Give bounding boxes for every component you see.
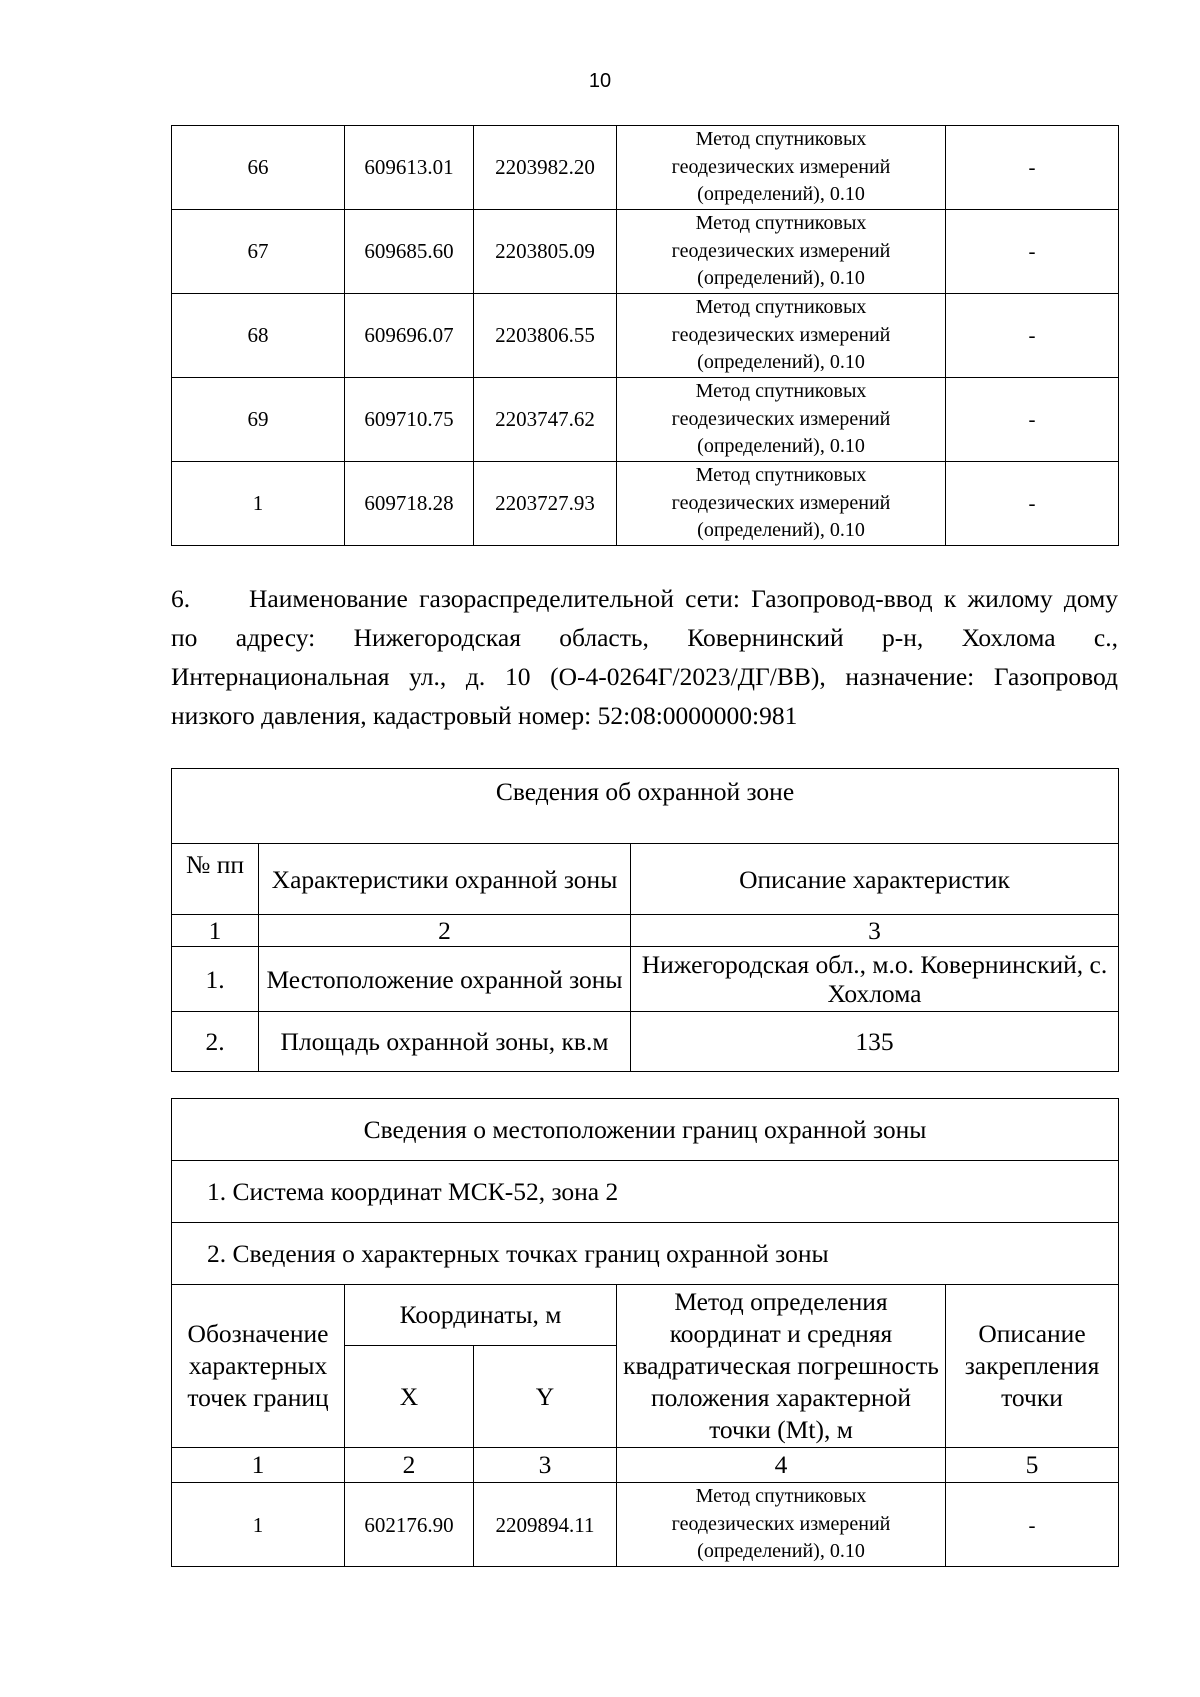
points-heading: 2. Сведения о характерных точках границ охранной зоны	[172, 1223, 1119, 1285]
method-line: геодезических измерений	[671, 239, 891, 262]
x-cell: 609710.75	[345, 378, 474, 462]
numbering-row	[172, 1448, 1119, 1483]
boundary-table-title: Сведения о местоположении границ охранной зоны	[172, 1099, 1119, 1161]
header-x: X	[345, 1346, 474, 1448]
point-cell: 1	[172, 1483, 345, 1567]
zone-table-title: Сведения об охранной зоне	[172, 769, 1119, 844]
point-cell: 66	[172, 126, 345, 210]
y-cell: 2203805.09	[474, 210, 617, 294]
x-cell: 609613.01	[345, 126, 474, 210]
table-row	[172, 1012, 1119, 1072]
method-cell	[617, 210, 946, 294]
method-cell	[617, 126, 946, 210]
header-characteristic: Характеристики охранной зоны	[259, 844, 631, 915]
y-cell: 2203806.55	[474, 294, 617, 378]
description-cell: -	[946, 378, 1119, 462]
numbering-cell: 2	[345, 1448, 474, 1483]
method-cell	[617, 294, 946, 378]
method-line: геодезических измерений	[671, 323, 891, 346]
table-row	[172, 378, 1119, 462]
method-line: Метод спутниковых	[695, 212, 867, 235]
method-line: (определений), 0.10	[697, 1540, 865, 1563]
row-description: Нижегородская обл., м.о. Ковернинский, с. Хохлома	[631, 947, 1119, 1012]
description-cell: -	[946, 294, 1119, 378]
method-line: геодезических измерений	[671, 1512, 891, 1535]
header-description: Описание характеристик	[631, 844, 1119, 915]
numbering-row	[172, 915, 1119, 947]
point-cell: 68	[172, 294, 345, 378]
row-number: 1.	[172, 947, 259, 1012]
x-cell: 609696.07	[345, 294, 474, 378]
numbering-cell: 3	[631, 915, 1119, 947]
method-cell	[617, 1483, 946, 1567]
method-line: геодезических измерений	[671, 407, 891, 430]
method-line: (определений), 0.10	[697, 267, 865, 290]
x-cell: 609685.60	[345, 210, 474, 294]
y-cell: 2203727.93	[474, 462, 617, 546]
y-cell: 2209894.11	[474, 1483, 617, 1567]
numbering-cell: 1	[172, 1448, 345, 1483]
method-line: (определений), 0.10	[697, 183, 865, 206]
page-number: 10	[588, 70, 612, 92]
table-row	[172, 210, 1119, 294]
method-cell	[617, 378, 946, 462]
method-line: Метод спутниковых	[695, 1485, 867, 1508]
section-paragraph	[171, 579, 1118, 735]
numbering-cell: 2	[259, 915, 631, 947]
row-description: 135	[631, 1012, 1119, 1072]
table-header-row	[172, 844, 1119, 915]
header-method: Метод определения координат и средняя квадратическая погрешность положения характерной точки (Mt), м	[617, 1285, 946, 1448]
numbering-cell: 4	[617, 1448, 946, 1483]
y-cell: 2203982.20	[474, 126, 617, 210]
numbering-cell: 3	[474, 1448, 617, 1483]
method-line: Метод спутниковых	[695, 464, 867, 487]
boundary-table	[171, 1098, 1119, 1567]
table-row	[172, 947, 1119, 1012]
method-line: (определений), 0.10	[697, 351, 865, 374]
row-characteristic: Местоположение охранной зоны	[259, 947, 631, 1012]
method-cell	[617, 462, 946, 546]
method-line: геодезических измерений	[671, 155, 891, 178]
point-cell: 67	[172, 210, 345, 294]
header-description: Описание закрепления точки	[946, 1285, 1119, 1448]
table-header-row	[172, 1285, 1119, 1346]
header-y: Y	[474, 1346, 617, 1448]
row-number: 2.	[172, 1012, 259, 1072]
header-point: Обозначение характерных точек границ	[172, 1285, 345, 1448]
method-line: Метод спутниковых	[695, 128, 867, 151]
description-cell: -	[946, 126, 1119, 210]
method-line: (определений), 0.10	[697, 519, 865, 542]
point-cell: 69	[172, 378, 345, 462]
header-number: № пп	[172, 844, 259, 915]
method-line: (определений), 0.10	[697, 435, 865, 458]
point-cell: 1	[172, 462, 345, 546]
x-cell: 609718.28	[345, 462, 474, 546]
method-line: геодезических измерений	[671, 491, 891, 514]
coordinate-system: 1. Система координат МСК-52, зона 2	[172, 1161, 1119, 1223]
description-cell: -	[946, 462, 1119, 546]
coordinates-table	[171, 125, 1119, 546]
description-cell: -	[946, 1483, 1119, 1567]
table-row	[172, 462, 1119, 546]
description-cell: -	[946, 210, 1119, 294]
table-row	[172, 126, 1119, 210]
numbering-cell: 5	[946, 1448, 1119, 1483]
x-cell: 602176.90	[345, 1483, 474, 1567]
protection-zone-table	[171, 768, 1119, 1072]
section-number: 6.	[171, 584, 191, 613]
table-row	[172, 294, 1119, 378]
section-text: Наименование газораспределительной сети: Газопровод-ввод к жилому дому по адресу: Нижегородская область, Ковернинский р-н, Хохлома с., Интернациональная ул., д. 10 (О-4-0264Г/2023/ДГ/ВВ), назначение: Газопровод низкого давления, кадастровый номер: 52:08:0000000:981	[171, 584, 1118, 730]
header-coordinates: Координаты, м	[345, 1285, 617, 1346]
numbering-cell: 1	[172, 915, 259, 947]
y-cell: 2203747.62	[474, 378, 617, 462]
table-row	[172, 1483, 1119, 1567]
method-line: Метод спутниковых	[695, 380, 867, 403]
method-line: Метод спутниковых	[695, 296, 867, 319]
row-characteristic: Площадь охранной зоны, кв.м	[259, 1012, 631, 1072]
